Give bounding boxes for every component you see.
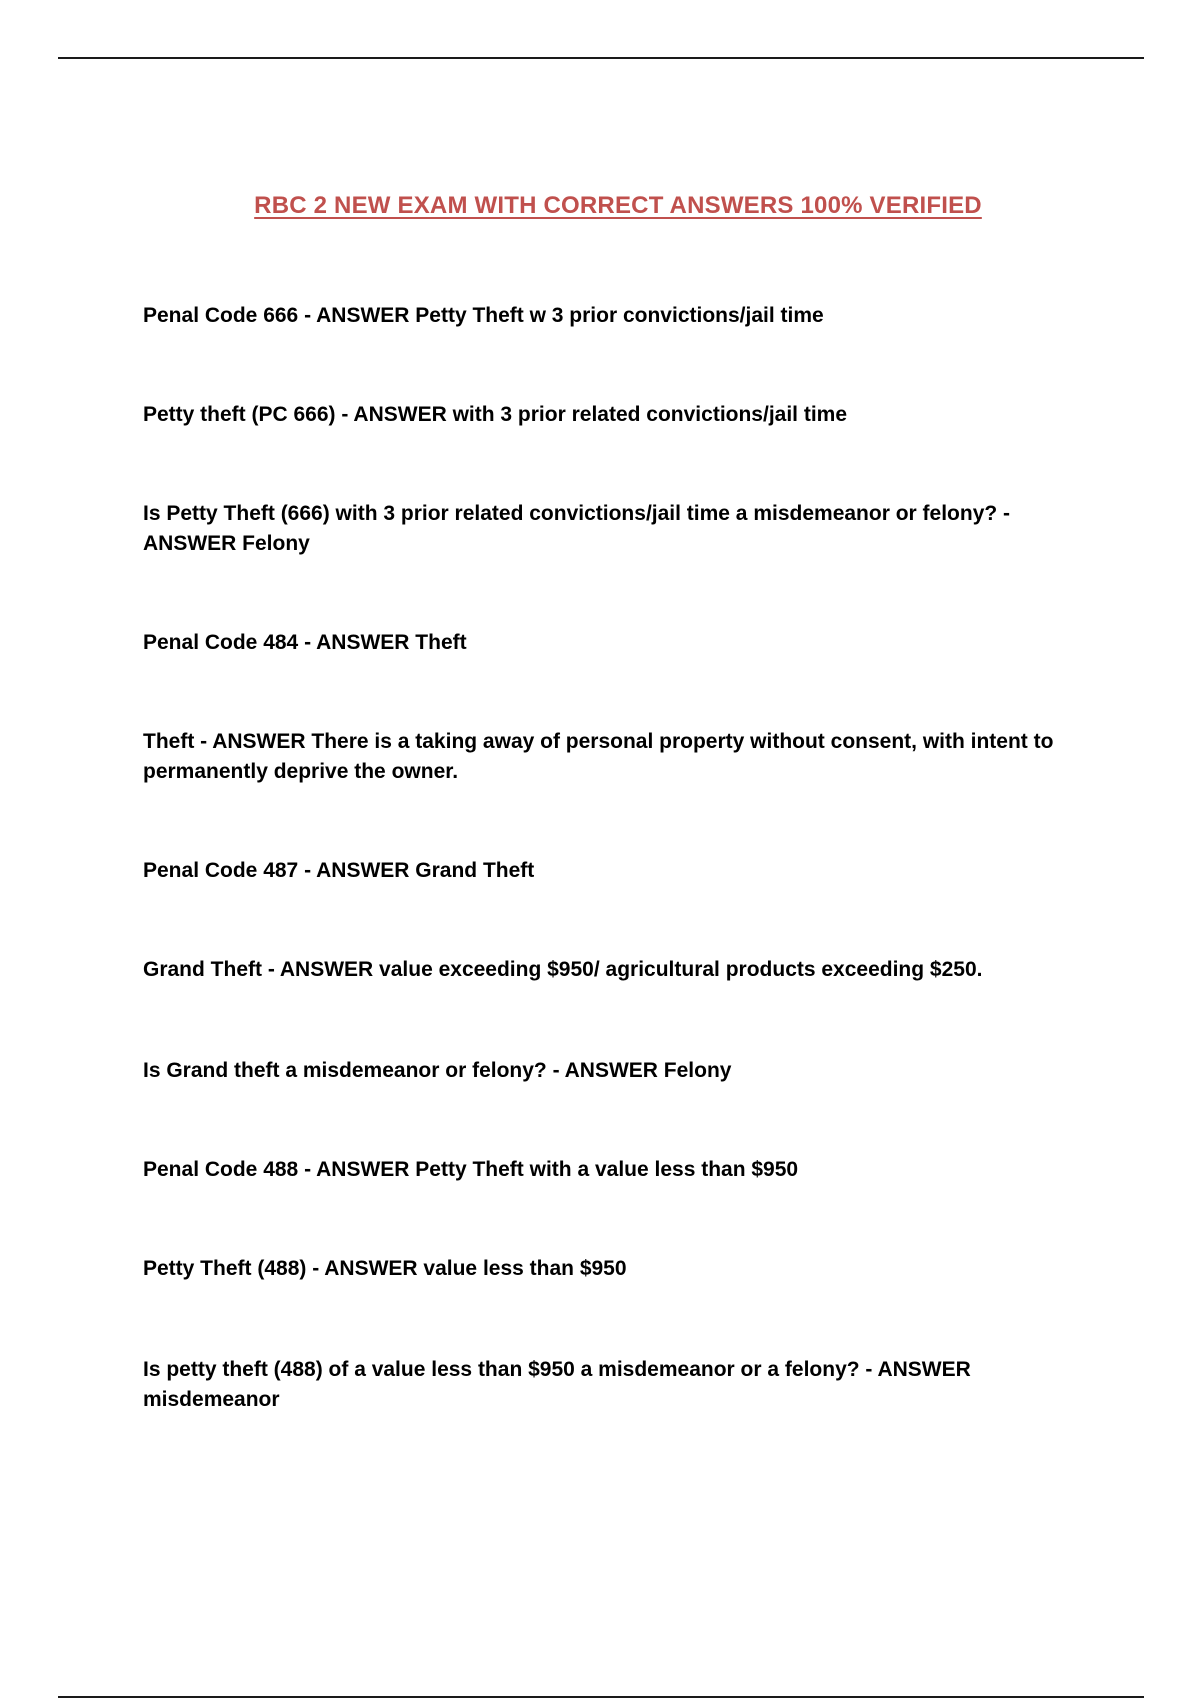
qa-item-6: Penal Code 487 - ANSWER Grand Theft bbox=[143, 859, 535, 882]
qa-item-8: Is Grand theft a misdemeanor or felony? - ANSWER Felony bbox=[143, 1059, 732, 1082]
qa-item-10: Petty Theft (488) - ANSWER value less than $950 bbox=[143, 1257, 627, 1280]
document-title: RBC 2 NEW EXAM WITH CORRECT ANSWERS 100% VERIFIED bbox=[254, 192, 982, 219]
qa-item-2: Petty theft (PC 666) - ANSWER with 3 prior related convictions/jail time bbox=[143, 403, 848, 426]
qa-item-9: Penal Code 488 - ANSWER Petty Theft with a value less than $950 bbox=[143, 1158, 799, 1181]
top-divider bbox=[58, 57, 1144, 59]
qa-item-1: Penal Code 666 - ANSWER Petty Theft w 3 prior convictions/jail time bbox=[143, 304, 824, 327]
bottom-divider bbox=[58, 1696, 1144, 1698]
qa-item-5: Theft - ANSWER There is a taking away of personal property without consent, with intent to permanently deprive the owner. bbox=[143, 730, 1054, 783]
qa-item-3: Is Petty Theft (666) with 3 prior related convictions/jail time a misdemeanor or felony? - ANSWER Felony bbox=[143, 502, 1011, 555]
qa-item-11: Is petty theft (488) of a value less than $950 a misdemeanor or a felony? - ANSWER misdemeanor bbox=[143, 1358, 971, 1411]
qa-item-7: Grand Theft - ANSWER value exceeding $950/ agricultural products exceeding $250. bbox=[143, 958, 983, 981]
qa-item-4: Penal Code 484 - ANSWER Theft bbox=[143, 631, 467, 654]
